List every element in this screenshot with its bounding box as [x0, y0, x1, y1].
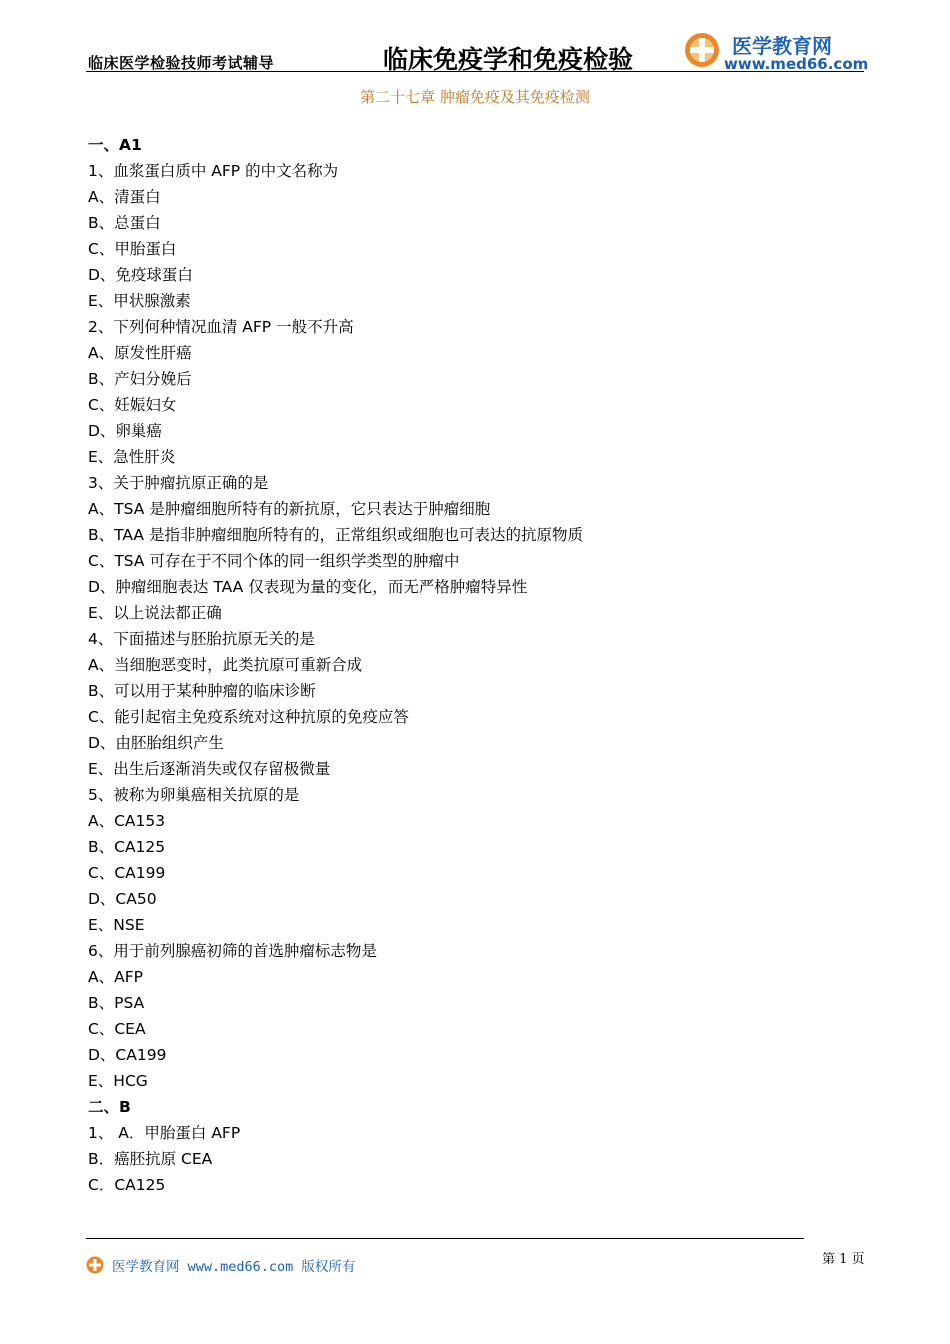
text-line: A、TSA 是肿瘤细胞所特有的新抗原，它只表达于肿瘤细胞	[88, 500, 491, 518]
text-line: A、AFP	[88, 968, 143, 986]
site-logo	[684, 30, 869, 74]
logo-cross-icon	[684, 32, 720, 68]
text-line: B．癌胚抗原 CEA	[88, 1150, 213, 1168]
text-line: C、能引起宿主免疫系统对这种抗原的免疫应答	[88, 708, 409, 726]
chapter-title: 第二十七章 肿瘤免疫及其免疫检测	[360, 88, 590, 106]
text-line: B、总蛋白	[88, 214, 161, 232]
text-line: C、妊娠妇女	[88, 396, 177, 414]
text-line: E、出生后逐渐消失或仅存留极微量	[88, 760, 331, 778]
text-line: E、甲状腺激素	[88, 292, 191, 310]
text-line: 1、 A．甲胎蛋白 AFP	[88, 1124, 241, 1142]
text-line: D、肿瘤细胞表达 TAA 仅表现为量的变化，而无严格肿瘤特异性	[88, 578, 528, 596]
text-line: C．CA125	[88, 1176, 166, 1194]
text-line: D、由胚胎组织产生	[88, 734, 224, 752]
text-line: A、清蛋白	[88, 188, 161, 206]
question-content	[88, 132, 583, 1198]
text-line: 1、血浆蛋白质中 AFP 的中文名称为	[88, 162, 339, 180]
text-line: C、CEA	[88, 1020, 146, 1038]
text-line: C、CA199	[88, 864, 166, 882]
text-line: C、TSA 可存在于不同个体的同一组织学类型的肿瘤中	[88, 552, 460, 570]
text-line: D、CA50	[88, 890, 157, 908]
text-line: 一、A1	[88, 136, 142, 154]
footer-logo-icon	[86, 1256, 104, 1274]
text-line: 2、下列何种情况血清 AFP 一般不升高	[88, 318, 354, 336]
text-line: E、以上说法都正确	[88, 604, 222, 622]
text-line: 3、关于肿瘤抗原正确的是	[88, 474, 269, 492]
text-line: 5、被称为卵巢癌相关抗原的是	[88, 786, 300, 804]
header-left-title: 临床医学检验技师考试辅导	[88, 54, 275, 72]
text-line: E、急性肝炎	[88, 448, 176, 466]
page-number: 第 1 页	[822, 1252, 865, 1267]
text-line: E、HCG	[88, 1072, 148, 1090]
text-line: B、PSA	[88, 994, 145, 1012]
text-line: C、甲胎蛋白	[88, 240, 177, 258]
text-line: A、当细胞恶变时，此类抗原可重新合成	[88, 656, 363, 674]
text-line: B、TAA 是指非肿瘤细胞所特有的，正常组织或细胞也可表达的抗原物质	[88, 526, 583, 544]
logo-name: 医学教育网	[732, 34, 832, 58]
logo-url: www.med66.com	[724, 55, 869, 73]
text-line: 6、用于前列腺癌初筛的首选肿瘤标志物是	[88, 942, 377, 960]
header-title: 临床免疫学和免疫检验	[383, 45, 634, 74]
text-line: D、免疫球蛋白	[88, 266, 193, 284]
footer-copyright: 医学教育网 www.med66.com 版权所有	[112, 1259, 356, 1275]
text-line: A、CA153	[88, 812, 166, 830]
text-line: B、可以用于某种肿瘤的临床诊断	[88, 682, 316, 700]
text-line: B、CA125	[88, 838, 166, 856]
text-line: E、NSE	[88, 916, 145, 934]
text-line: D、卵巢癌	[88, 422, 162, 440]
text-line: 4、下面描述与胚胎抗原无关的是	[88, 630, 315, 648]
text-line: 二、B	[88, 1098, 131, 1116]
text-line: B、产妇分娩后	[88, 370, 192, 388]
footer-rule	[86, 1238, 804, 1239]
text-line: D、CA199	[88, 1046, 167, 1064]
text-line: A、原发性肝癌	[88, 344, 192, 362]
